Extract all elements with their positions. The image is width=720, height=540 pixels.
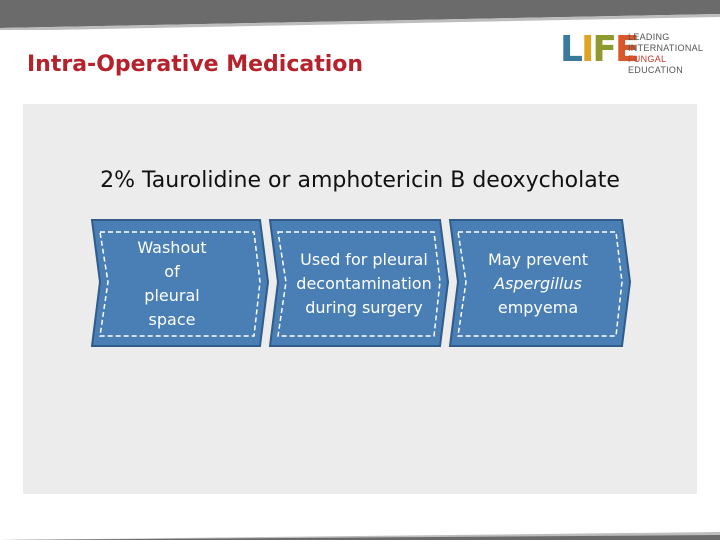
logo-line-2: INTERNATIONAL [628,43,704,53]
step-1-line: pleural [144,286,200,305]
bottom-decorative-stripe [0,510,720,540]
step-1-line: Washout [137,238,207,257]
step-2-line: Used for pleural [300,250,428,269]
step-2-line: during surgery [305,298,423,317]
logo-line-1: LEADING [628,32,670,42]
logo-letter-f: F [592,29,615,70]
step-1-line: of [164,262,180,281]
step-2-text [282,248,446,320]
step-2-line: decontamination [296,274,432,293]
step-1-text [112,236,232,332]
step-3-line: May prevent [487,250,589,269]
step-3-text [466,248,610,320]
logo-line-4: EDUCATION [628,65,684,75]
logo-line-3: FUNGAL [628,54,667,64]
step-3-line: empyema [497,298,579,317]
step-3-line-italic: Aspergillus [494,274,582,293]
slide-title: Intra-Operative Medication [27,52,364,77]
logo-letter-i: I [580,29,593,70]
logo-letter-e: E [614,29,638,70]
logo-letter-l: L [560,29,581,70]
slide-subtitle: 2% Taurolidine or amphotericin B deoxycholate [100,168,620,193]
step-1-line: space [148,310,196,329]
